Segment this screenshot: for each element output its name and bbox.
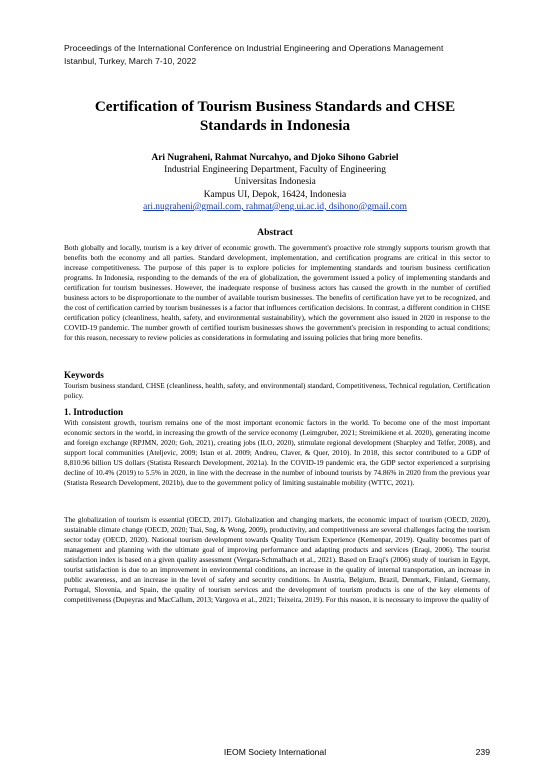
paper-title: Certification of Tourism Business Standards and CHSE Standards in Indonesia (94, 98, 456, 134)
header-line-1: Proceedings of the International Conference on Industrial Engineering and Operations Management (64, 43, 444, 53)
introduction-paragraph-2: The globalization of tourism is essential (OECD, 2017). Globalization and changing markets, the economic impact of tourism (OECD, 2020), sustainable climate change (OECD, 2020; Tsai, Sng, & Wong, 2009), productivity, and competitiveness are several challenges facing the tourism sector today (OECD, 2020). National tourism development towards Quality Tourism Experience (Kemenpar, 2019). Quality becomes part of management and planning with the ultimate goal of improving performance and adapting products and services (Eraqi, 2006). The tourist satisfaction index is based on a given quality assessment (Vergara-Schmalbach et al., 2021). Based on Eraqi's (2006) study of tourism in Egypt, tourist satisfaction is due to an improvement in environmental conditions, an increase in the quality of internal transportation, an increase in public awareness, and an increase in the level of safety and security conditions. In Austria, Belgium, Brazil, Denmark, Finland, Germany, Portugal, Slovenia, and Spain, the quality of tourism services and the development of tourism products is one of the key elements of competitiveness (Dupeyras and MacCallum, 2013; Vargova et al., 2021; Teixeira, 2019). For this reason, it is necessary to improve the quality of (64, 515, 490, 605)
introduction-heading: 1. Introduction (64, 407, 124, 417)
proceedings-header (64, 42, 504, 67)
author-address: Kampus UI, Depok, 16424, Indonesia (203, 189, 347, 200)
keywords-body: Tourism business standard, CHSE (cleanliness, health, safety, and environmental) standard, Competitiveness, Technical regulation, Certification policy. (64, 381, 490, 401)
page-number: 239 (475, 747, 490, 757)
author-department: Industrial Engineering Department, Faculty of Engineering (164, 165, 386, 176)
author-university: Universitas Indonesia (234, 177, 316, 188)
author-emails-link[interactable]: ari.nugraheni@gmail.com, rahmat@eng.ui.ac.id, dsihono@gmail.com (143, 201, 407, 212)
abstract-heading: Abstract (257, 227, 293, 238)
author-block (60, 152, 490, 213)
author-names: Ari Nugraheni, Rahmat Nurcahyo, and Djoko Sihono Gabriel (151, 153, 399, 163)
introduction-paragraph-1: With consistent growth, tourism remains one of the most important economic factors in the world. To become one of the most important economic sectors in the world, in increasing the growth of the service economy (Leimgruber, 2021; Streimikiene et al. 2020), generating income and foreign exchange (RPJMN, 2020; Goh, 2021), creating jobs (ILO, 2020), stimulate regional development (Sharpley and Telfer, 2008), and support local communities (Ateljevic, 2009; Istan et al. 2009; Andreu, Claver, & Quer, 2010). In 2018, this sector contributed to a GDP of 8,810.96 billion US dollars (Statista Research Development, 2021a). In the COVID-19 pandemic era, the GDP sector experienced a surprising decline of 10.4% (2019) to 5.5% in 2020, in line with the decrease in the number of inbound tourists by 74.86% in 2020 from the previous year (Statista Research Development, 2021b), due to the government policy of limiting sustainable mobility (WTTC, 2021). (64, 418, 490, 488)
header-line-2: Istanbul, Turkey, March 7-10, 2022 (64, 55, 197, 66)
keywords-heading: Keywords (64, 370, 104, 380)
abstract-body: Both globally and locally, tourism is a key driver of economic growth. The government's proactive role strongly supports tourism growth that benefits both the economy and all parties. Standard development, implementation, and certification programs are critical in this sector to increase competitiveness. The purpose of this paper is to explore policies for implementing standards and tourism business certification programs. In Indonesia, responding to the demands of the era of globalization, the government issued a policy of implementing standards and certification for tourism businesses. However, the inadequate response of business actors has caused the growth in the number of certified business actors to be disproportionate to the number of available tourism businesses. The benefits of certification have yet to be recognized, and the cost of certification carried by tourism businesses is a factor that influences certification decisions. In contrast, a different condition in CHSE certification policy (cleanliness, health, safety, and environmental sustainability), which the government also issued in 2020 in response to the COVID-19 pandemic. The number growth of certified tourism businesses shows the government's precision in responding to actual conditions; for this reason, necessary to review policies as considerations in formulating and issuing policies that bring more benefits. (64, 243, 490, 343)
footer-society: IEOM Society International (223, 747, 327, 757)
